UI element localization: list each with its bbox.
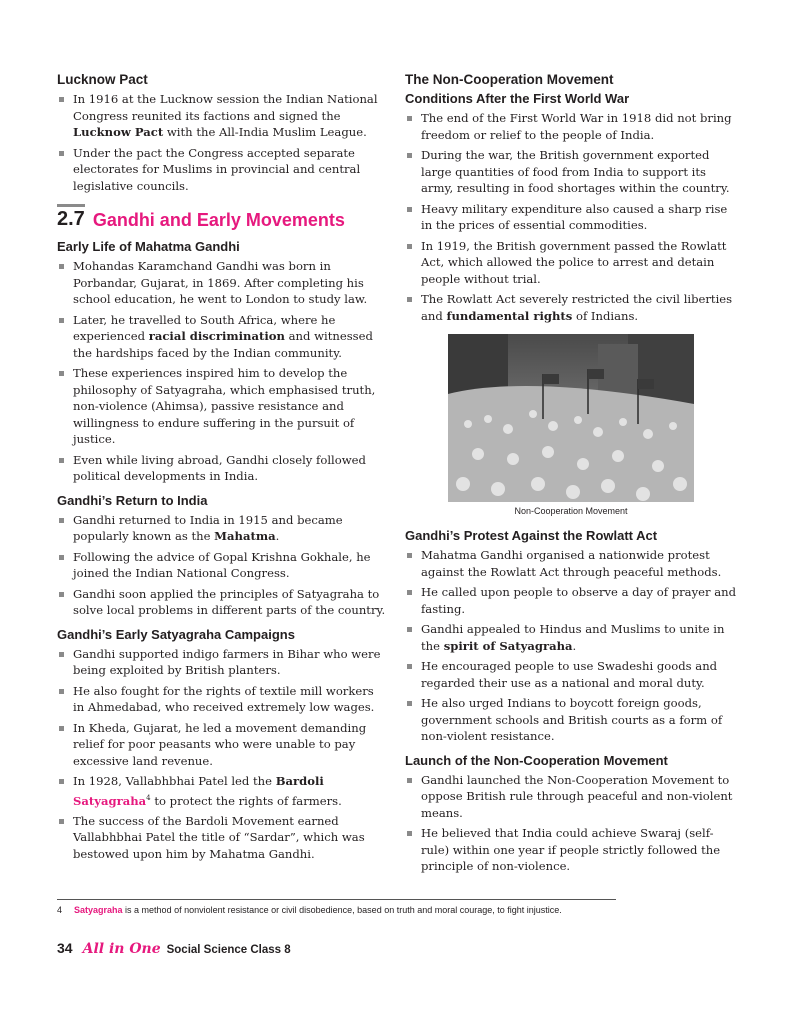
list-item: Gandhi launched the Non-Cooperation Movement to oppose British rule through peaceful and non-violent means. [405,772,737,822]
right-column [405,72,737,883]
list-conditions [405,110,737,324]
section-title: Gandhi and Early Movements [92,210,345,230]
list-item [405,291,737,324]
list-item: He encouraged people to use Swadeshi goods and regarded their use as a national and moral duty. [405,658,737,691]
text: In 1928, Vallabhbhai Patel led the [73,774,276,788]
crowd-photo-illustration [448,334,694,502]
list-item: The success of the Bardoli Movement earned Vallabhbhai Patel the title of “Sardar”, which was bestowed upon him by Mahatma Gandhi. [57,813,387,863]
page-footer [57,940,291,957]
list-item: Mohandas Karamchand Gandhi was born in Porbandar, Gujarat, in 1869. After completing his school education, he went to London to study law. [57,258,387,308]
list-lucknow [57,91,387,194]
text: Later, he travelled to South Africa, where he experienced [73,312,336,343]
section-heading [57,204,387,231]
list-item: These experiences inspired him to develop the philosophy of Satyagraha, which emphasised truth, non-violence (Ahimsa), passive resistance and willingness to endure suffering in the pursuit of justice. [57,365,387,448]
footnote-marker: 4 [146,793,151,802]
section-number: 2.7 [57,204,85,231]
heading-early-life: Early Life of Mahatma Gandhi [57,239,240,254]
text: . [572,638,577,653]
text: The Rowlatt Act severely restricted the civil liberties and [421,292,733,323]
text: . [275,529,280,543]
crowd-photo [448,334,694,502]
bold-term: spirit of Satyagraha [443,638,573,653]
list-campaigns [57,646,387,863]
text: to protect the rights of farmers. [150,793,342,808]
list-return [57,512,387,619]
bold-term: fundamental rights [446,308,573,323]
footnote [57,905,737,915]
list-item: He believed that India could achieve Swaraj (self-rule) within one year if people strictly followed the principle of non-violence. [405,825,737,875]
footnote-number: 4 [57,905,63,915]
list-item: In 1919, the British government passed the Rowlatt Act, which allowed the police to arrest and detain people without trial. [405,238,737,288]
text: Gandhi appealed to Hindus and Muslims to unite in the [421,622,725,653]
list-item: In Kheda, Gujarat, he led a movement demanding relief for poor peasants who were unable to pay excessive land revenue. [57,720,387,770]
list-item: He also fought for the rights of textile mill workers in Ahmedabad, who received extremely low wages. [57,683,387,716]
photo-caption: Non-Cooperation Movement [514,506,628,516]
text: Gandhi returned to India in 1915 and became popularly known as the [73,512,343,543]
bold-term: racial discrimination [148,329,285,343]
text: and witnessed the hardships faced by the Indian community. [73,329,373,360]
book-title: Social Science Class 8 [166,944,291,956]
heading-conditions: Conditions After the First World War [405,91,630,106]
heading-launch: Launch of the Non-Cooperation Movement [405,752,668,768]
heading-non-cooperation: The Non-Cooperation Movement [405,72,614,87]
heading-return-to-india: Gandhi’s Return to India [57,492,208,508]
heading-lucknow-pact: Lucknow Pact [57,72,148,87]
list-protest [405,547,737,745]
text: of Indians. [572,308,639,323]
bold-term: Lucknow Pact [73,125,164,139]
list-item: He also urged Indians to boycott foreign goods, government schools and British courts as a form of non-violent resistance. [405,695,737,745]
footnote-text: is a method of nonviolent resistance or civil disobedience, based on truth and moral courage, to fight injustice. [122,905,562,915]
footnote-term: Satyagraha [73,793,147,808]
left-column [57,72,387,870]
list-early-life [57,258,387,485]
text: with the All-India Muslim League. [163,125,367,139]
list-item: Under the pact the Congress accepted separate electorates for Muslims in provincial and central legislative councils. [57,145,387,195]
list-item: Following the advice of Gopal Krishna Gokhale, he joined the Indian National Congress. [57,549,387,582]
list-item [405,621,737,654]
list-item [57,512,387,545]
bold-term: Mahatma [214,529,276,543]
heading-rowlatt-protest: Gandhi’s Protest Against the Rowlatt Act [405,528,658,543]
heading-early-campaigns: Gandhi’s Early Satyagraha Campaigns [57,626,295,642]
list-item [57,312,387,362]
list-item: He called upon people to observe a day of prayer and fasting. [405,584,737,617]
list-item: The end of the First World War in 1918 did not bring freedom or relief to the people of India. [405,110,737,143]
footnote-divider [57,899,616,900]
list-item: Gandhi supported indigo farmers in Bihar who were being exploited by British planters. [57,646,387,679]
bold-term: Bardoli [275,774,324,788]
text: In 1916 at the Lucknow session the Indian National Congress reunited its factions and signed the [73,92,378,123]
list-item: During the war, the British government exported large quantities of food from India to support its army, resulting in food shortages within the country. [405,147,737,197]
list-item [57,773,387,809]
brand-logo: All in One [82,941,161,957]
list-item: Mahatma Gandhi organised a nationwide protest against the Rowlatt Act through peaceful methods. [405,547,737,580]
list-item: Gandhi soon applied the principles of Satyagraha to solve local problems in different parts of the country. [57,586,387,619]
list-item: Heavy military expenditure also caused a sharp rise in the prices of essential commodities. [405,201,737,234]
page-number: 34 [57,940,73,956]
list-item [57,91,387,141]
list-item: Even while living abroad, Gandhi closely followed political developments in India. [57,452,387,485]
list-launch [405,772,737,875]
footnote-term: Satyagraha [74,905,123,915]
